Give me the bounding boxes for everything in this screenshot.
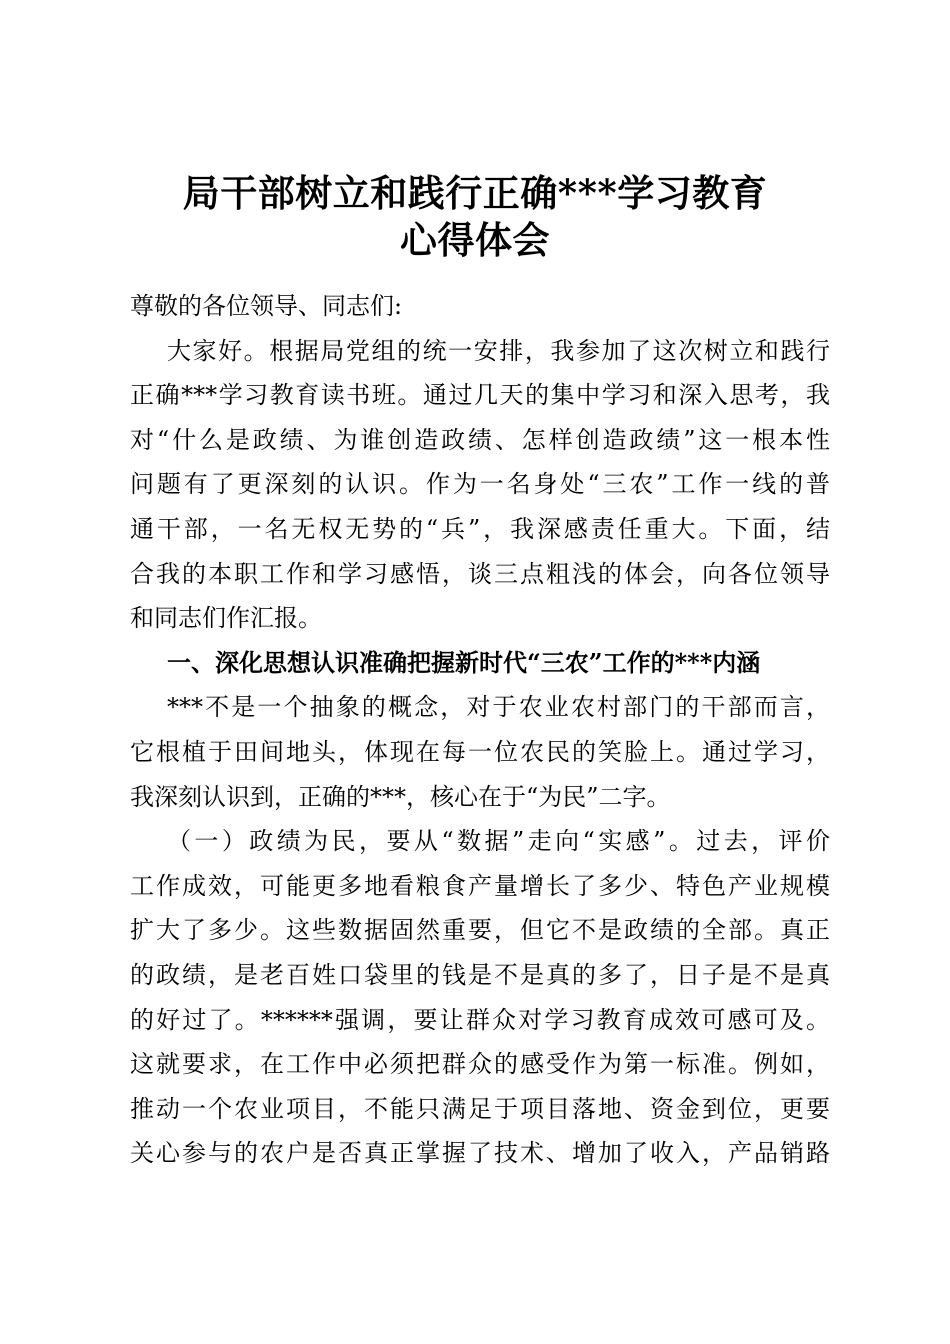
paragraph-line: 的政绩，是老百姓口袋里的钱是不是真的多了，日子是不是真 bbox=[130, 960, 830, 989]
paragraph-line: 我深刻认识到，正确的***，核心在于“为民”二字。 bbox=[130, 782, 671, 811]
paragraph-line: 大家好。根据局党组的统一安排，我参加了这次树立和践行 bbox=[167, 336, 830, 365]
paragraph-line: 合我的本职工作和学习感悟，谈三点粗浅的体会，向各位领导 bbox=[130, 559, 830, 588]
paragraph-line: 通干部，一名无权无势的“兵”，我深感责任重大。下面，结 bbox=[130, 514, 830, 543]
document-title-line-2: 心得体会 bbox=[400, 218, 550, 262]
paragraph-line: 和同志们作汇报。 bbox=[130, 604, 322, 633]
paragraph-line: 推动一个农业项目，不能只满足于项目落地、资金到位，更要 bbox=[130, 1094, 830, 1123]
salutation-line: 尊敬的各位领导、同志们: bbox=[130, 292, 403, 320]
paragraph-line: ***不是一个抽象的概念，对于农业农村部门的干部而言， bbox=[167, 693, 830, 722]
paragraph-line: 工作成效，可能更多地看粮食产量增长了多少、特色产业规模 bbox=[130, 871, 830, 900]
paragraph-line: 对“什么是政绩、为谁创造政绩、怎样创造政绩”这一根本性 bbox=[130, 425, 830, 454]
paragraph-line: 这就要求，在工作中必须把群众的感受作为第一标准。例如， bbox=[130, 1050, 830, 1079]
paragraph-line: 扩大了多少。这些数据固然重要，但它不是政绩的全部。真正 bbox=[130, 916, 830, 945]
document-title-line-1: 局干部树立和践行正确***学习教育 bbox=[182, 171, 768, 215]
paragraph-line: 正确***学习教育读书班。通过几天的集中学习和深入思考，我 bbox=[130, 381, 830, 410]
paragraph-line: 的好过了。******强调，要让群众对学习教育成效可感可及。 bbox=[130, 1005, 830, 1034]
document-body bbox=[130, 284, 830, 1176]
paragraph-line: （一）政绩为民，要从“数据”走向“实感”。过去，评价 bbox=[167, 827, 830, 856]
section-heading: 一、深化思想认识准确把握新时代“三农”工作的***内涵 bbox=[167, 647, 761, 677]
paragraph-line: 问题有了更深刻的认识。作为一名身处“三农”工作一线的普 bbox=[130, 470, 830, 499]
paragraph-line: 关心参与的农户是否真正掌握了技术、增加了收入，产品销路 bbox=[130, 1139, 830, 1168]
paragraph-line: 它根植于田间地头，体现在每一位农民的笑脸上。通过学习， bbox=[130, 737, 830, 766]
